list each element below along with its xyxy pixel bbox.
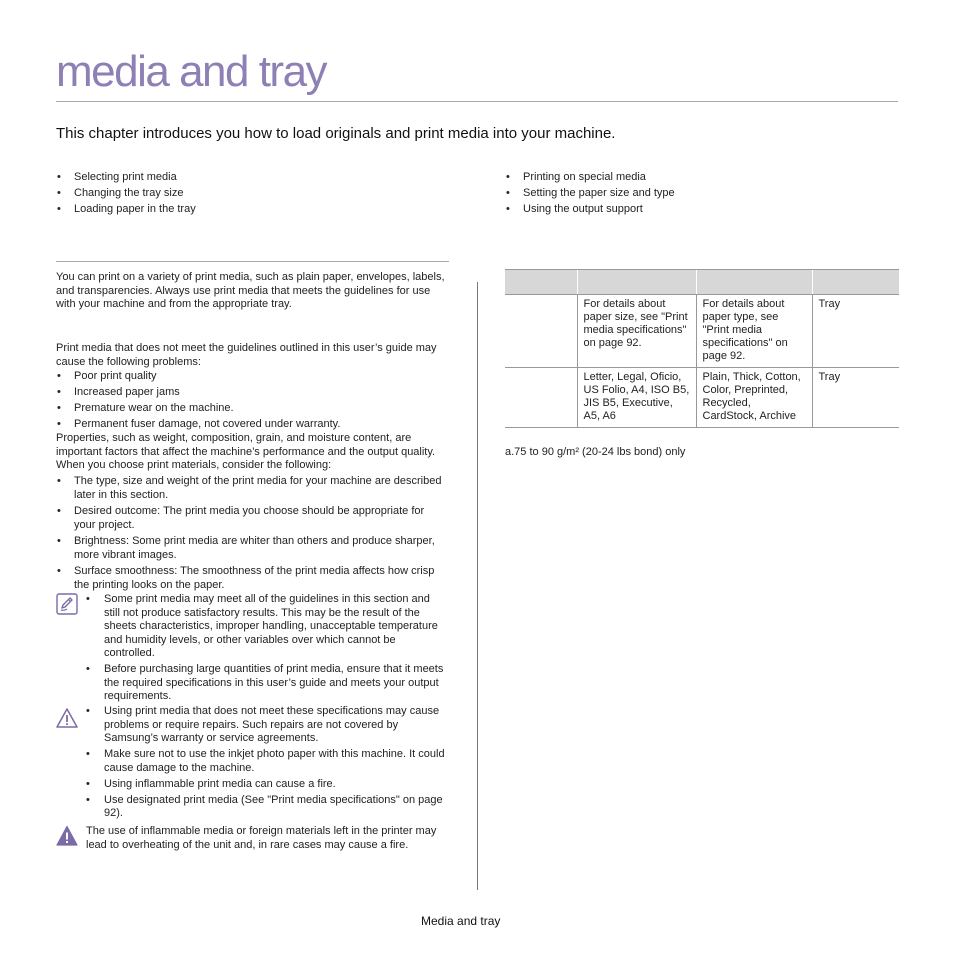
- page-footer: Media and tray: [421, 914, 501, 928]
- list-item: • Poor print quality: [56, 370, 448, 384]
- table-header-cell: [505, 270, 577, 295]
- problems-list: [56, 370, 448, 434]
- section-divider: [56, 261, 449, 262]
- toc-list-left: [56, 171, 196, 219]
- warning-box: [56, 824, 448, 852]
- chapter-title: media and tray: [56, 47, 327, 96]
- list-item: • Increased paper jams: [56, 386, 448, 400]
- media-spec-table: [505, 269, 899, 428]
- table-footnote: a.75 to 90 g/m² (20-24 lbs bond) only: [505, 446, 686, 458]
- note-pencil-icon: [56, 593, 78, 615]
- considerations-list: [56, 475, 448, 595]
- toc-list-right: [505, 171, 675, 219]
- caution-item: • Make sure not to use the inkjet photo paper with this machine. It could cause damage to the machine.: [86, 748, 448, 775]
- title-divider: [56, 101, 898, 102]
- toc-link[interactable]: • Loading paper in the tray: [56, 203, 196, 217]
- caution-item: • Using inflammable print media can cause a fire.: [86, 778, 448, 792]
- table-cell: Letter, Legal, Oficio, US Folio, A4, ISO B5, JIS B5, Executive, A5, A6: [577, 368, 696, 428]
- table-cell: Plain, Thick, Cotton, Color, Preprinted, Recycled, CardStock, Archive: [696, 368, 812, 428]
- list-item: • Surface smoothness: The smoothness of the print media affects how crisp the printing looks on the paper.: [56, 565, 448, 592]
- table-header-cell: [812, 270, 899, 295]
- note-box: [56, 593, 448, 706]
- table-header-row: [505, 270, 899, 295]
- toc-link[interactable]: • Selecting print media: [56, 171, 196, 185]
- caution-item: • Use designated print media (See "Print media specifications" on page 92).: [86, 794, 448, 821]
- table-row: [505, 368, 899, 428]
- list-item: • Premature wear on the machine.: [56, 402, 448, 416]
- table-row: [505, 295, 899, 368]
- list-item: • The type, size and weight of the print media for your machine are described later in this section.: [56, 475, 448, 502]
- table-header-cell: [696, 270, 812, 295]
- note-item: • Before purchasing large quantities of print media, ensure that it meets the required specifications in this user’s guide and meets your output requirements.: [86, 663, 448, 704]
- properties-paragraph: Properties, such as weight, composition, grain, and moisture content, are important factors that affect the machine’s performance and the output quality. When you choose print materials, consider the following:: [56, 432, 436, 471]
- table-header-cell: [577, 270, 696, 295]
- caution-item: • Using print media that does not meet these specifications may cause problems or require repairs. Such repairs are not covered by Samsung’s warranty or service agreements.: [86, 705, 448, 746]
- toc-link[interactable]: • Printing on special media: [505, 171, 675, 185]
- caution-triangle-icon: [56, 707, 78, 729]
- list-item: • Permanent fuser damage, not covered under warranty.: [56, 418, 448, 432]
- table-cell: For details about paper size, see "Print media specifications" on page 92.: [577, 295, 696, 368]
- warning-text: The use of inflammable media or foreign materials left in the printer may lead to overheating of the unit and, in rare cases may cause a fire.: [86, 825, 437, 851]
- column-divider: [477, 282, 478, 890]
- media-intro-paragraph: You can print on a variety of print media, such as plain paper, envelopes, labels, and transparencies. Always use print media that meets the guidelines for use with your machine and from the appropriate tray.: [56, 271, 445, 310]
- chapter-intro: This chapter introduces you how to load originals and print media into your machine.: [56, 125, 616, 142]
- toc-link[interactable]: • Setting the paper size and type: [505, 187, 675, 201]
- table-cell: Tray: [812, 295, 899, 368]
- table-cell: Tray: [812, 368, 899, 428]
- warning-triangle-filled-icon: [56, 825, 78, 847]
- toc-link[interactable]: • Changing the tray size: [56, 187, 196, 201]
- table-cell: For details about paper type, see "Print media specifications" on page 92.: [696, 295, 812, 368]
- table-cell: [505, 368, 577, 428]
- caution-box: [56, 705, 448, 823]
- guidelines-paragraph: Print media that does not meet the guidelines outlined in this user’s guide may cause the following problems:: [56, 342, 437, 368]
- list-item: • Desired outcome: The print media you choose should be appropriate for your project.: [56, 505, 448, 532]
- note-item: • Some print media may meet all of the guidelines in this section and still not produce satisfactory results. This may be the result of the sheets characteristics, improper handling, unacceptable temperature and humidity levels, or other variables over which cannot be controlled.: [86, 593, 448, 661]
- list-item: • Brightness: Some print media are whiter than others and produce sharper, more vibrant images.: [56, 535, 448, 562]
- toc-link[interactable]: • Using the output support: [505, 203, 675, 217]
- table-cell: [505, 295, 577, 368]
